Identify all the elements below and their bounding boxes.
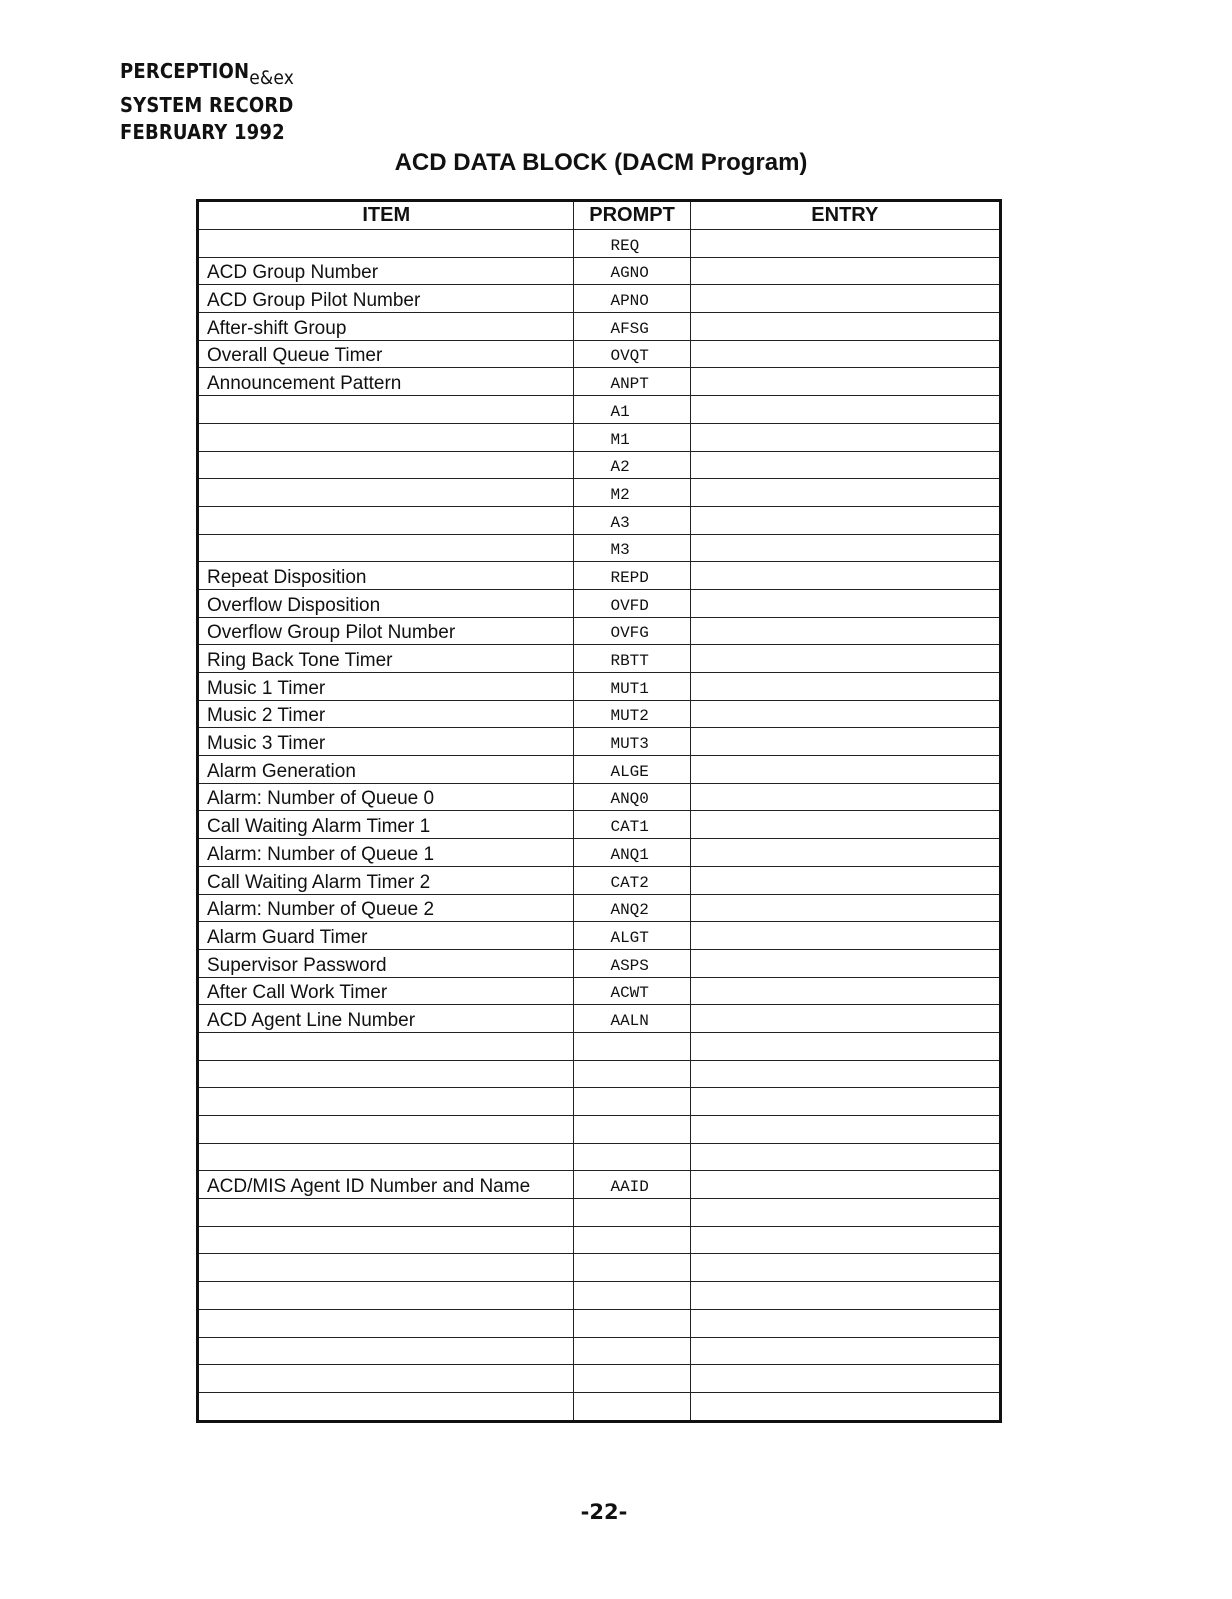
table-row: [198, 1171, 1001, 1199]
entry-cell[interactable]: [690, 423, 1000, 451]
prompt-cell: AALN: [574, 1005, 690, 1033]
prompt-cell: MUT1: [574, 673, 690, 701]
table-row: [198, 534, 1001, 562]
item-cell: [198, 1088, 574, 1116]
item-cell: ACD Group Number: [198, 257, 574, 285]
item-cell: Overall Queue Timer: [198, 340, 574, 368]
entry-cell[interactable]: [690, 1171, 1000, 1199]
item-cell: Music 3 Timer: [198, 728, 574, 756]
entry-cell[interactable]: [690, 1032, 1000, 1060]
entry-cell[interactable]: [690, 949, 1000, 977]
entry-cell[interactable]: [690, 1309, 1000, 1337]
prompt-cell: [574, 1060, 690, 1088]
table-body: [198, 230, 1001, 1422]
item-cell: Music 1 Timer: [198, 673, 574, 701]
column-header-prompt: PROMPT: [574, 201, 690, 230]
record-date: FEBRUARY 1992: [120, 120, 285, 144]
table-row: [198, 1005, 1001, 1033]
entry-cell[interactable]: [690, 1143, 1000, 1171]
entry-cell[interactable]: [690, 230, 1000, 258]
table-row: [198, 673, 1001, 701]
column-header-entry: ENTRY: [690, 201, 1000, 230]
table-row: [198, 1116, 1001, 1144]
entry-cell[interactable]: [690, 285, 1000, 313]
prompt-cell: RBTT: [574, 645, 690, 673]
table-row: [198, 1032, 1001, 1060]
item-cell: Music 2 Timer: [198, 700, 574, 728]
prompt-cell: [574, 1143, 690, 1171]
item-cell: Call Waiting Alarm Timer 2: [198, 866, 574, 894]
entry-cell[interactable]: [690, 451, 1000, 479]
prompt-cell: APNO: [574, 285, 690, 313]
prompt-cell: [574, 1309, 690, 1337]
item-cell: [198, 1226, 574, 1254]
entry-cell[interactable]: [690, 589, 1000, 617]
table-row: [198, 1143, 1001, 1171]
table-row: [198, 1254, 1001, 1282]
prompt-cell: [574, 1116, 690, 1144]
table-row: [198, 728, 1001, 756]
entry-cell[interactable]: [690, 340, 1000, 368]
table-row: [198, 700, 1001, 728]
prompt-cell: REQ: [574, 230, 690, 258]
item-cell: Overflow Group Pilot Number: [198, 617, 574, 645]
prompt-cell: REPD: [574, 562, 690, 590]
table-row: [198, 562, 1001, 590]
table-row: [198, 894, 1001, 922]
table-row: [198, 617, 1001, 645]
item-cell: Alarm: Number of Queue 1: [198, 839, 574, 867]
entry-cell[interactable]: [690, 922, 1000, 950]
table-row: [198, 1282, 1001, 1310]
item-cell: [198, 534, 574, 562]
item-cell: Repeat Disposition: [198, 562, 574, 590]
item-cell: ACD/MIS Agent ID Number and Name: [198, 1171, 574, 1199]
table-row: [198, 1088, 1001, 1116]
entry-cell[interactable]: [690, 866, 1000, 894]
prompt-cell: [574, 1254, 690, 1282]
table-row: [198, 811, 1001, 839]
table-row: [198, 977, 1001, 1005]
prompt-cell: ALGT: [574, 922, 690, 950]
table-row: [198, 1337, 1001, 1365]
item-cell: [198, 479, 574, 507]
entry-cell[interactable]: [690, 839, 1000, 867]
entry-cell[interactable]: [690, 479, 1000, 507]
table-row: [198, 1309, 1001, 1337]
item-cell: [198, 1337, 574, 1365]
item-cell: [198, 1392, 574, 1421]
prompt-cell: AFSG: [574, 313, 690, 341]
item-cell: Alarm: Number of Queue 0: [198, 783, 574, 811]
entry-cell[interactable]: [690, 783, 1000, 811]
prompt-cell: [574, 1088, 690, 1116]
table-row: [198, 285, 1001, 313]
prompt-cell: ASPS: [574, 949, 690, 977]
table-row: [198, 257, 1001, 285]
item-cell: Alarm Generation: [198, 756, 574, 784]
product-suffix: e&ex: [249, 67, 295, 89]
entry-cell[interactable]: [690, 534, 1000, 562]
prompt-cell: ANQ1: [574, 839, 690, 867]
entry-cell[interactable]: [690, 1282, 1000, 1310]
item-cell: [198, 1116, 574, 1144]
item-cell: Supervisor Password: [198, 949, 574, 977]
table-row: [198, 230, 1001, 258]
item-cell: [198, 1060, 574, 1088]
prompt-cell: ANPT: [574, 368, 690, 396]
item-cell: Ring Back Tone Timer: [198, 645, 574, 673]
entry-cell[interactable]: [690, 617, 1000, 645]
entry-cell[interactable]: [690, 1088, 1000, 1116]
prompt-cell: AGNO: [574, 257, 690, 285]
item-cell: [198, 506, 574, 534]
prompt-cell: [574, 1365, 690, 1393]
prompt-cell: M2: [574, 479, 690, 507]
table-row: [198, 756, 1001, 784]
item-cell: Announcement Pattern: [198, 368, 574, 396]
page-number: -22-: [580, 1500, 628, 1524]
record-title: SYSTEM RECORD: [120, 93, 294, 117]
item-cell: [198, 451, 574, 479]
item-cell: ACD Group Pilot Number: [198, 285, 574, 313]
prompt-cell: OVFG: [574, 617, 690, 645]
page-title: ACD DATA BLOCK (DACM Program): [394, 149, 808, 176]
entry-cell[interactable]: [690, 700, 1000, 728]
item-cell: Alarm Guard Timer: [198, 922, 574, 950]
table-row: [198, 1392, 1001, 1421]
entry-cell[interactable]: [690, 1060, 1000, 1088]
prompt-cell: ACWT: [574, 977, 690, 1005]
table-row: [198, 313, 1001, 341]
prompt-cell: [574, 1226, 690, 1254]
table-row: [198, 1199, 1001, 1227]
table-row: [198, 866, 1001, 894]
product-label: PERCEPTION: [120, 59, 250, 83]
table-row: [198, 506, 1001, 534]
item-cell: ACD Agent Line Number: [198, 1005, 574, 1033]
entry-cell[interactable]: [690, 977, 1000, 1005]
document-header: [120, 58, 294, 146]
item-cell: [198, 423, 574, 451]
table-row: [198, 589, 1001, 617]
acd-data-block-table: [196, 199, 1002, 1423]
entry-cell[interactable]: [690, 257, 1000, 285]
item-cell: [198, 1365, 574, 1393]
prompt-cell: AAID: [574, 1171, 690, 1199]
item-cell: [198, 396, 574, 424]
table-row: [198, 922, 1001, 950]
item-cell: Overflow Disposition: [198, 589, 574, 617]
prompt-cell: ANQ2: [574, 894, 690, 922]
entry-cell[interactable]: [690, 894, 1000, 922]
entry-cell[interactable]: [690, 1254, 1000, 1282]
entry-cell[interactable]: [690, 673, 1000, 701]
prompt-cell: A1: [574, 396, 690, 424]
entry-cell[interactable]: [690, 1199, 1000, 1227]
entry-cell[interactable]: [690, 1005, 1000, 1033]
item-cell: [198, 1032, 574, 1060]
table-row: [198, 368, 1001, 396]
item-cell: [198, 1199, 574, 1227]
table-row: [198, 949, 1001, 977]
entry-cell[interactable]: [690, 396, 1000, 424]
table-row: [198, 396, 1001, 424]
entry-cell[interactable]: [690, 562, 1000, 590]
table-row: [198, 340, 1001, 368]
table-row: [198, 783, 1001, 811]
entry-cell[interactable]: [690, 1116, 1000, 1144]
prompt-cell: OVFD: [574, 589, 690, 617]
entry-cell[interactable]: [690, 313, 1000, 341]
table-row: [198, 839, 1001, 867]
entry-cell[interactable]: [690, 506, 1000, 534]
prompt-cell: MUT2: [574, 700, 690, 728]
prompt-cell: A3: [574, 506, 690, 534]
entry-cell[interactable]: [690, 645, 1000, 673]
table-row: [198, 1060, 1001, 1088]
prompt-cell: [574, 1392, 690, 1421]
prompt-cell: [574, 1199, 690, 1227]
table-row: [198, 451, 1001, 479]
item-cell: [198, 1143, 574, 1171]
table-row: [198, 1365, 1001, 1393]
prompt-cell: [574, 1282, 690, 1310]
entry-cell[interactable]: [690, 728, 1000, 756]
entry-cell[interactable]: [690, 1392, 1000, 1421]
prompt-cell: M1: [574, 423, 690, 451]
item-cell: After Call Work Timer: [198, 977, 574, 1005]
prompt-cell: [574, 1337, 690, 1365]
prompt-cell: [574, 1032, 690, 1060]
prompt-cell: OVQT: [574, 340, 690, 368]
column-header-item: ITEM: [198, 201, 574, 230]
entry-cell[interactable]: [690, 756, 1000, 784]
prompt-cell: MUT3: [574, 728, 690, 756]
item-cell: Call Waiting Alarm Timer 1: [198, 811, 574, 839]
entry-cell[interactable]: [690, 1337, 1000, 1365]
prompt-cell: CAT1: [574, 811, 690, 839]
prompt-cell: ANQ0: [574, 783, 690, 811]
item-cell: [198, 1282, 574, 1310]
item-cell: [198, 1309, 574, 1337]
item-cell: [198, 1254, 574, 1282]
table-row: [198, 479, 1001, 507]
entry-cell[interactable]: [690, 811, 1000, 839]
item-cell: [198, 230, 574, 258]
prompt-cell: ALGE: [574, 756, 690, 784]
table-row: [198, 1226, 1001, 1254]
entry-cell[interactable]: [690, 368, 1000, 396]
product-name: [120, 58, 294, 92]
table-row: [198, 423, 1001, 451]
prompt-cell: CAT2: [574, 866, 690, 894]
prompt-cell: A2: [574, 451, 690, 479]
table-header-row: [198, 201, 1001, 230]
entry-cell[interactable]: [690, 1226, 1000, 1254]
prompt-cell: M3: [574, 534, 690, 562]
entry-cell[interactable]: [690, 1365, 1000, 1393]
table-row: [198, 645, 1001, 673]
item-cell: After-shift Group: [198, 313, 574, 341]
item-cell: Alarm: Number of Queue 2: [198, 894, 574, 922]
